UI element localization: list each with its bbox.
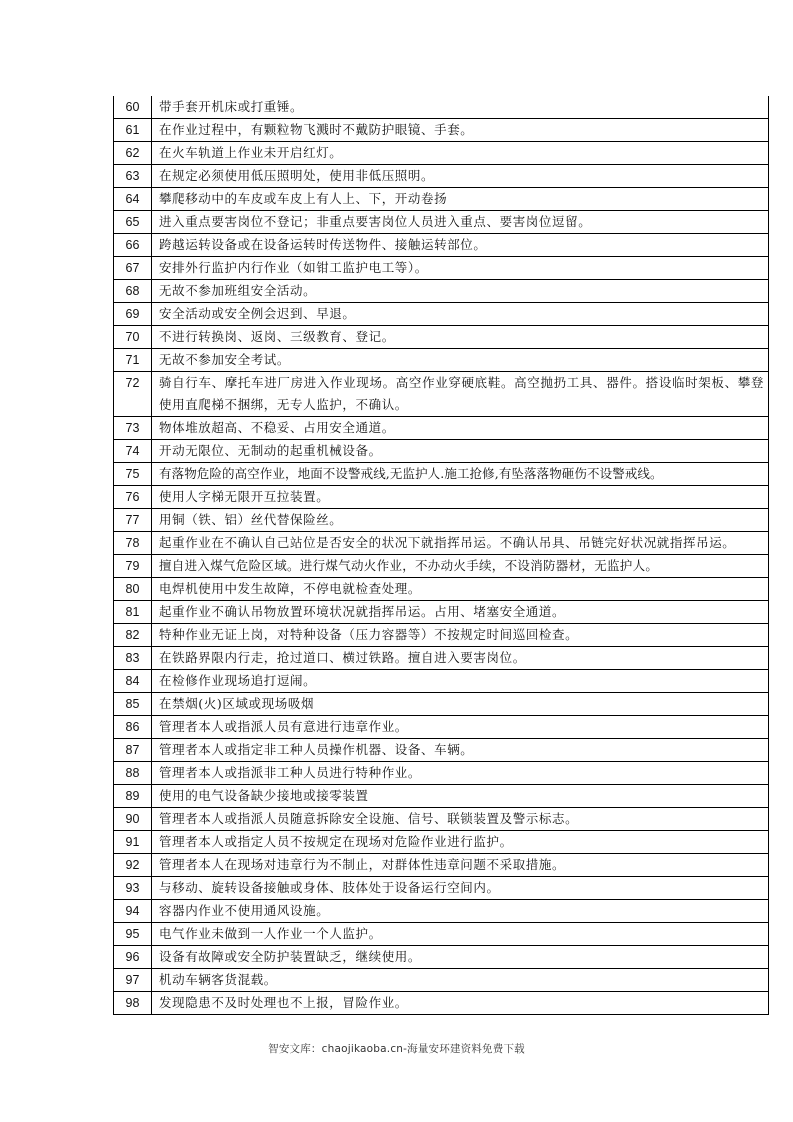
- table-row: [114, 900, 769, 923]
- row-text: 无故不参加班组安全活动。: [159, 283, 317, 298]
- row-number: 92: [114, 854, 152, 877]
- table-row: [114, 440, 769, 463]
- table-row: [114, 234, 769, 257]
- row-text: 电气作业未做到一人作业一个人监护。: [159, 926, 382, 941]
- table-row: [114, 877, 769, 900]
- row-number: 65: [114, 211, 152, 234]
- violations-table-body: [114, 96, 769, 1015]
- row-text: 特种作业无证上岗，对特种设备（压力容器等）不按规定时间巡回检查。: [159, 627, 579, 642]
- table-row: [114, 280, 769, 303]
- row-text: 在检修作业现场追打逗闹。: [159, 673, 317, 688]
- table-row: [114, 992, 769, 1015]
- table-row: [114, 854, 769, 877]
- row-text: 使用人字梯无限开互拉装置。: [159, 489, 330, 504]
- row-number: 88: [114, 762, 152, 785]
- row-number: 87: [114, 739, 152, 762]
- row-number: 66: [114, 234, 152, 257]
- row-text: 使用的电气设备缺少接地或接零装置: [159, 788, 369, 803]
- row-text: 在禁烟(火)区域或现场吸烟: [159, 696, 315, 711]
- table-row: [114, 372, 769, 417]
- table-row: [114, 578, 769, 601]
- row-number: 69: [114, 303, 152, 326]
- row-number: 89: [114, 785, 152, 808]
- table-row: [114, 785, 769, 808]
- table-row: [114, 624, 769, 647]
- row-number: 62: [114, 142, 152, 165]
- table-row: [114, 463, 769, 486]
- table-row: [114, 211, 769, 234]
- table-row: [114, 716, 769, 739]
- row-number: 91: [114, 831, 152, 854]
- row-text: 管理者本人在现场对违章行为不制止，对群体性违章问题不采取措施。: [159, 857, 566, 872]
- row-text: 无故不参加安全考试。: [159, 352, 291, 367]
- table-row: [114, 808, 769, 831]
- row-text: 不进行转换岗、返岗、三级教育、登记。: [159, 329, 395, 344]
- row-number: 97: [114, 969, 152, 992]
- row-number: 76: [114, 486, 152, 509]
- table-row: [114, 647, 769, 670]
- table-row: [114, 762, 769, 785]
- row-text: 物体堆放超高、不稳妥、占用安全通道。: [159, 420, 395, 435]
- row-number: 75: [114, 463, 152, 486]
- row-number: 68: [114, 280, 152, 303]
- row-number: 98: [114, 992, 152, 1015]
- row-text: 容器内作业不使用通风设施。: [159, 903, 330, 918]
- row-number: 84: [114, 670, 152, 693]
- row-number: 70: [114, 326, 152, 349]
- row-number: 73: [114, 417, 152, 440]
- row-text: 管理者本人或指派人员有意进行违章作业。: [159, 719, 408, 734]
- row-number: 95: [114, 923, 152, 946]
- row-text: 起重作业在不确认自己站位是否安全的状况下就指挥吊运。不确认吊具、吊链完好状况就指挥吊运。: [159, 535, 736, 550]
- row-text: 设备有故障或安全防护装置缺乏，继续使用。: [159, 949, 422, 964]
- row-text: 骑自行车、摩托车进厂房进入作业现场。高空作业穿硬底鞋。高空抛扔工具、器件。搭设临时架板、攀登使用直爬梯不捆绑，无专人监护，不确认。: [159, 375, 764, 412]
- table-row: [114, 349, 769, 372]
- row-number: 85: [114, 693, 152, 716]
- table-row: [114, 417, 769, 440]
- row-text: 机动车辆客货混载。: [159, 972, 277, 987]
- table-row: [114, 119, 769, 142]
- row-number: 96: [114, 946, 152, 969]
- row-text: 管理者本人或指定人员不按规定在现场对危险作业进行监护。: [159, 834, 513, 849]
- row-text: 进入重点要害岗位不登记；非重点要害岗位人员进入重点、要害岗位逗留。: [159, 214, 592, 229]
- row-text: 开动无限位、无制动的起重机械设备。: [159, 443, 382, 458]
- row-number: 82: [114, 624, 152, 647]
- row-number: 64: [114, 188, 152, 211]
- row-number: 78: [114, 532, 152, 555]
- row-text: 带手套开机床或打重锤。: [159, 99, 304, 114]
- row-text: 电焊机使用中发生故障，不停电就检查处理。: [159, 581, 422, 596]
- table-row: [114, 486, 769, 509]
- row-number: 63: [114, 165, 152, 188]
- table-row: [114, 601, 769, 624]
- row-number: 93: [114, 877, 152, 900]
- row-text: 安全活动或安全例会迟到、早退。: [159, 306, 356, 321]
- row-number: 72: [114, 372, 152, 417]
- row-text: 管理者本人或指定非工种人员操作机器、设备、车辆。: [159, 742, 474, 757]
- table-row: [114, 96, 769, 119]
- table-row: [114, 326, 769, 349]
- row-number: 86: [114, 716, 152, 739]
- table-row: [114, 923, 769, 946]
- table-row: [114, 693, 769, 716]
- row-number: 94: [114, 900, 152, 923]
- row-number: 71: [114, 349, 152, 372]
- table-row: [114, 257, 769, 280]
- row-number: 90: [114, 808, 152, 831]
- row-number: 74: [114, 440, 152, 463]
- table-row: [114, 831, 769, 854]
- row-number: 61: [114, 119, 152, 142]
- table-row: [114, 509, 769, 532]
- row-text: 有落物危险的高空作业，地面不设警戒线,无监护人.施工抢修,有坠落落物砸伤不设警戒线。: [159, 466, 663, 481]
- table-row: [114, 670, 769, 693]
- row-text: 在规定必须使用低压照明处，使用非低压照明。: [159, 168, 435, 183]
- row-text: 管理者本人或指派非工种人员进行特种作业。: [159, 765, 422, 780]
- table-row: [114, 142, 769, 165]
- table-row: [114, 555, 769, 578]
- row-text: 在作业过程中，有颗粒物飞溅时不戴防护眼镜、手套。: [159, 122, 474, 137]
- row-number: 77: [114, 509, 152, 532]
- row-number: 79: [114, 555, 152, 578]
- row-text: 擅自进入煤气危险区域。进行煤气动火作业，不办动火手续，不设消防器材，无监护人。: [159, 558, 659, 573]
- table-row: [114, 188, 769, 211]
- row-text: 起重作业不确认吊物放置环境状况就指挥吊运。占用、堵塞安全通道。: [159, 604, 566, 619]
- row-text: 安排外行监护内行作业（如钳工监护电工等）。: [159, 260, 428, 275]
- row-text: 在铁路界限内行走，抢过道口、横过铁路。擅自进入要害岗位。: [159, 650, 526, 665]
- row-number: 83: [114, 647, 152, 670]
- row-text: 与移动、旋转设备接触或身体、肢体处于设备运行空间内。: [159, 880, 500, 895]
- table-row: [114, 165, 769, 188]
- row-number: 80: [114, 578, 152, 601]
- table-row: [114, 532, 769, 555]
- row-number: 81: [114, 601, 152, 624]
- table-row: [114, 303, 769, 326]
- row-number: 60: [114, 96, 152, 119]
- table-row: [114, 946, 769, 969]
- row-text: 攀爬移动中的车皮或车皮上有人上、下，开动卷扬: [159, 191, 448, 206]
- row-text: 管理者本人或指派人员随意拆除安全设施、信号、联锁装置及警示标志。: [159, 811, 579, 826]
- page-footer: 智安文库：chaojikaoba.cn-海量安环建资料免费下载: [268, 1043, 525, 1055]
- table-row: [114, 739, 769, 762]
- row-text: 用铜（铁、铝）丝代替保险丝。: [159, 512, 343, 527]
- row-number: 67: [114, 257, 152, 280]
- violations-table: [113, 96, 769, 1015]
- table-row: [114, 969, 769, 992]
- row-text: 在火车轨道上作业未开启红灯。: [159, 145, 343, 160]
- row-text: 跨越运转设备或在设备运转时传送物件、接触运转部位。: [159, 237, 487, 252]
- row-text: 发现隐患不及时处理也不上报，冒险作业。: [159, 995, 408, 1010]
